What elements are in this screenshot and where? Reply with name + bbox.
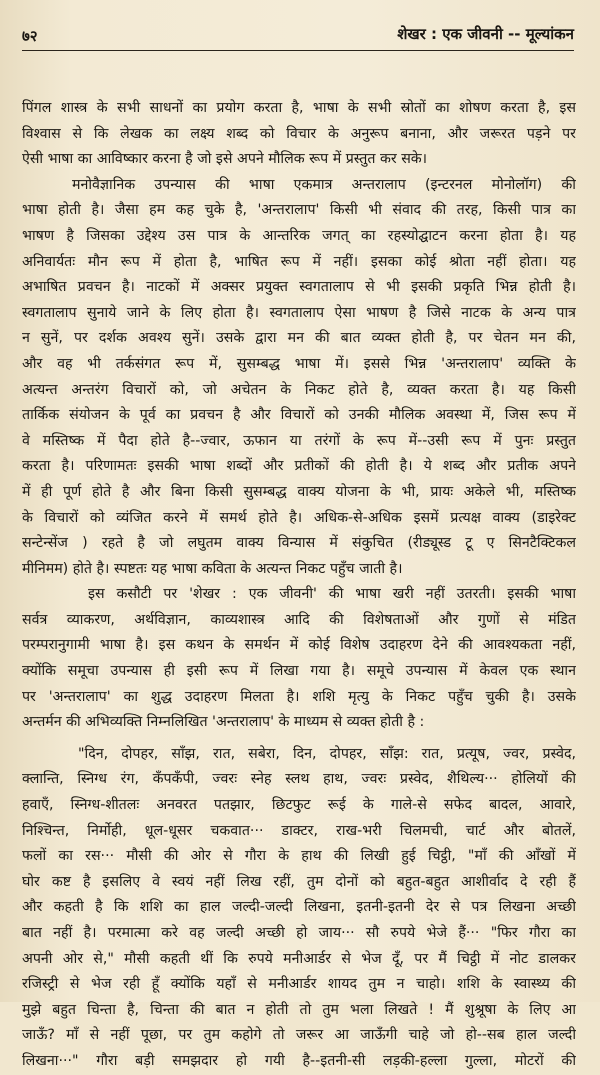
text-line: अपनी ओर से," मौसी कहती थीं कि रुपये मनीआर्डर से भेज दूँ, पर मैं चिट्ठी में नोट डालकर [22,950,576,967]
text-line: मीनिमम) होते है। स्पष्टतः यह भाषा कविता के अत्यन्त निकट पहुँच जाती है। [22,560,403,577]
text-line: भाषण है जिसका उद्देश्य उस पात्र के आन्तरिक जगत् का रहस्योद्घाटन करना होता है। यह [22,227,576,244]
text-line: क्लान्ति, स्निग्ध रंग, कँपकँपी, ज्वरः स्नेह स्लथ हाथ, ज्वरः प्रस्वेद, शैथिल्य··· होलियों की [22,771,576,788]
text-line: भाषा होती है। जैसा हम कह चुके है, 'अन्तरालाप' किसी भी संवाद की तरह, किसी पात्र का [22,202,576,219]
text-line: पिंगल शास्त्र के सभी साधनों का प्रयोग करता है, भाषा के सभी स्रोतों का शोषण करता है, इस [22,100,576,116]
text-line: फलों का रस··· मौसी की ओर से गौरा के हाथ की लिखी हुई चिट्ठी, "माँ की आँखों में [22,848,576,865]
text-line: और वह भी तर्कसंगत रूप में, सुसम्बद्ध भाषा में। इससे भिन्न 'अन्तरालाप' व्यक्ति के [22,355,576,372]
text-line: मनोवैज्ञानिक उपन्यास की भाषा एकमात्र अन्तरालाप (इन्टरनल मोनोलॉग) की [72,176,576,193]
text-line: और कहती है कि शशि का हाल जल्दी-जल्दी लिखना, इतनी-इतनी देर से पत्र लिखना अच्छी [22,899,576,916]
text-line: सर्वत्र व्याकरण, अर्थविज्ञान, काव्यशास्त्र आदि की विशेषताओं और गुणों से मंडित [22,611,576,628]
text-line: में ही पूर्ण होते है और बिना किसी सुसम्बद्ध वाक्य योजना के भी, प्रायः अकेले भी, मस्तिष्क [22,483,576,500]
text-line: घोर कष्ट है इसलिए वे स्वयं नहीं लिख रहीं, तुम दोनों को बहुत-बहुत आशीर्वाद दे रही हैं [22,873,576,890]
text-line: निश्चिन्त, निर्मोही, धूल-धूसर चकवात··· डाक्टर, राख-भरी चिलमची, चार्ट और बोतलें, [22,822,576,839]
text-line: मुझे बहुत चिन्ता है, चिन्ता की बात न होती तो तुम भला लिखते ! मैं शुश्रूषा के लिए आ [22,1001,576,1018]
text-line: पर 'अन्तरालाप' का शुद्ध उदाहरण मिलता है। शशि मृत्यु के निकट पहुँच चुकी है। उसके [22,688,576,705]
text-line: जाऊँ? माँ से नहीं पूछा, पर तुम कहोगे तो जरूर आ जाऊँगी चाहे जो हो--सब हाल जल्दी [22,1027,576,1044]
page-number: ७२ [22,27,38,45]
text-line: परम्परानुगामी भाषा है। इस कथन के समर्थन में कोई विशेष उदाहरण देने की आवश्यकता नहीं, [22,637,576,654]
paragraph-3 [22,582,576,736]
text-line: अभाषित प्रवचन है। नाटकों में अक्सर प्रयुक्त स्वगतालाप से भी इसकी प्रकृति भिन्न होती है। [22,279,576,296]
text-line: इस कसौटी पर 'शेखर : एक जीवनी' की भाषा खरी नहीं उतरती। इसकी भाषा [88,586,576,603]
text-line: विश्वास से कि लेखक का लक्ष्य शब्द को विचार के अनुरूप बनाना, और जरूरत पड़ने पर [22,125,576,142]
text-line: तार्किक संयोजन के पूर्व का प्रवचन है और विचारों को उनकी मौलिक अवस्था में, जिस रूप में [22,407,576,424]
text-line: बात नहीं है। परमात्मा करे वह जल्दी अच्छी हो जाय··· सौ रुपये भेजे हैं··· "फिर गौरा का [22,925,576,941]
paragraph-1 [22,96,576,173]
running-title: शेखर : एक जीवनी -- मूल्यांकन [397,25,574,43]
page-header [22,22,574,51]
text-line: रजिस्ट्री से भेज रही हूँ क्योंकि यहाँ से मनीआर्डर शायद तुम न चाहो। शशि के स्वास्थ्य की [22,976,576,993]
text-line: वे मस्तिष्क में पैदा होते है--ज्वार, ऊफान या तरंगों के रूप में--उसी रूप में पुनः प्रस्तुत [22,432,576,449]
paragraph-2 [22,173,576,583]
text-line: क्योंकि समूचा उपन्यास ही इसी रूप में लिखा गया है। समूचे उपन्यास में केवल एक स्थान [22,663,576,680]
page-body [22,96,576,1075]
text-line: "दिन, दोपहर, साँझ, रात, सबेरा, दिन, दोपहर, साँझ: रात, प्रत्यूष, ज्वर, प्रस्वेद, [78,745,576,762]
text-line: ऐसी भाषा का आविष्कार करना है जो इसे अपने मौलिक रूप में प्रस्तुत कर सके। [22,151,428,168]
text-line: अन्तर्मन की अभिव्यक्ति निम्नलिखित 'अन्तरालाप' के माध्यम से व्यक्त होती है : [22,714,425,731]
text-line: अत्यन्त अन्तरंग विचारों को, जो अचेतन के निकट होते है, व्यक्त करता है। यह किसी [22,381,576,398]
text-line: हवाएँ, स्निग्ध-शीतलः अनवरत पतझार, छिटफुट रूई के गाले-से सफेद बादल, आवारे, [22,797,576,814]
text-line: न सुनें, पर दर्शक अवश्य सुनें। उसके द्वारा मन की बात व्यक्त होती है, पर चेतन मन की, [22,330,576,347]
text-line: करता है। परिणामतः इसकी भाषा शब्दों और प्रतीकों की होती है। ये शब्द और प्रतीक अपने [22,458,576,475]
quoted-passage [22,742,576,1075]
text-line: अनिवार्यतः मौन रूप में होता है, भाषित रूप में नहीं। इसका कोई श्रोता नहीं होता। यह [22,253,576,270]
text-line: सन्टेन्सेंज ) रहते है जो लघुतम वाक्य विन्यास में संकुचित (रीड्यूस्ड टू ए सिनटैक्टिकल [22,535,576,552]
text-line: स्वगतालाप सुनाये जाने के लिए होता है। स्वगतालाप ऐसा भाषण है जिसे नाटक के अन्य पात्र [22,304,576,321]
text-line: के विचारों को व्यंजित करने में समर्थ होते है। अधिक-से-अधिक इसमें प्रत्यक्ष वाक्य (डाइरेक्ट [22,509,576,526]
text-line: लिखना···" गौरा बड़ी समझदार हो गयी है--इतनी-सी लड़की-हल्ला गुल्ला, मोटरों की [22,1052,576,1069]
